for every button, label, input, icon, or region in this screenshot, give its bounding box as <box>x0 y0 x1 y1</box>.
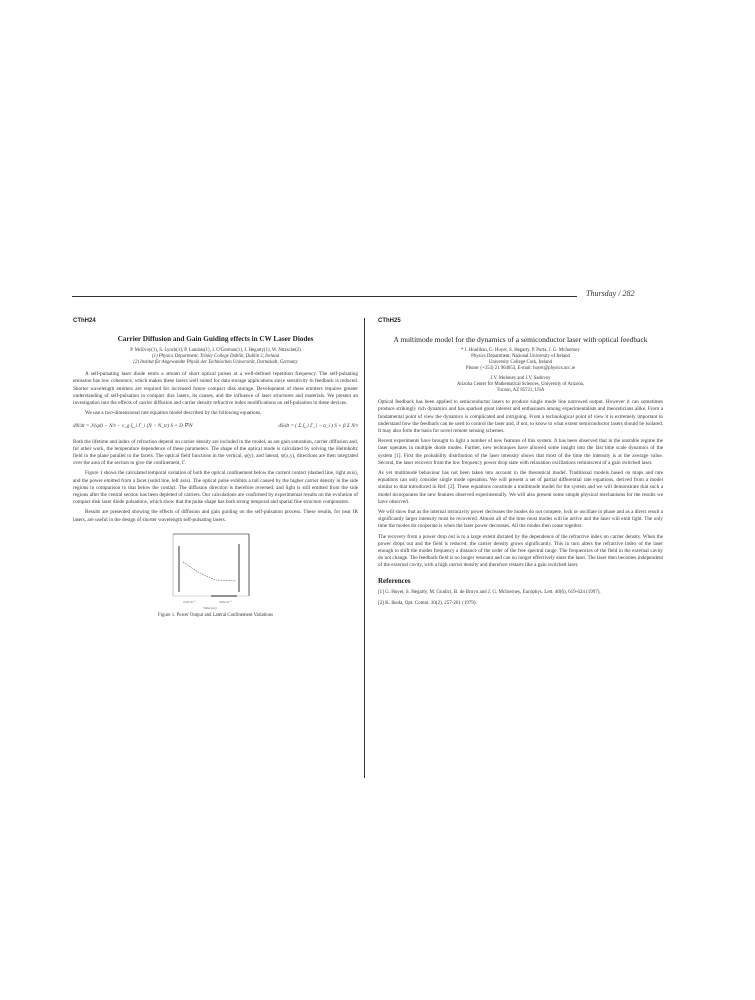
equation-photon: dS/dt = ( Σ ξ_i Γ_i − α_i ) S + β Σ N/τ <box>278 423 358 430</box>
affiliation: (2) Institut für Angewandte Physik der Technischen Universität, Darmstadt, Germany <box>133 360 298 366</box>
paragraph: Optical feedback has been applied to semiconductor lasers to produce single mode line narrowed output. However it can sometimes produce strikingly rich dynamics and has sparked great interest and enthusiasm among experimentalists and theoreticians alike. From a fundamental point of view the dynamics is complicated and intriguing. From a technological point of view it is extremely important to understand how the feedback can be used to control the laser and, if not, to know to what extent semiconductor lasers should be isolated. It may also form the basis for novel remote sensing schemes. <box>378 399 663 435</box>
author-list: * J. Houlihan, G. Huyet, S. Hegarty, P. Porta, J. G. McInerney <box>461 348 580 354</box>
svg-text:4.0x10⁻⁹: 4.0x10⁻⁹ <box>218 599 232 604</box>
header-rule <box>72 296 577 297</box>
paragraph: Both the lifetime and index of refraction depend on carrier density are included in the model, as are gain saturation, carrier diffusion and, for other work, the temperature dependence of these parameters. The shape of the optical mode is calculated by solving the Helmholtz field in the plane parallel to the facets. The optical field functions in the vertical, φ(y), and lateral, ψ(x,y), directions are then integrated over the area of the section to give the confinement, Γ. <box>73 438 358 467</box>
paragraph: Figure 1 shows the calculated temporal variation of both the optical confinement below the current contact (dashed line, right axis), and the power emitted from a facet (solid line, left axis). The optical pulse exhibits a tail caused by the higher carrier density in the side regions in comparison to that below the contact. The diffusion direction is therefore reversed, and light is still emitted from the side regions after the central section has been depleted of carriers. Our calculations are confirmed by experimental results on the evolution of compact disk laser diode pulsations, which show that the pulse shape has both strong temporal and spatial fine structure components. <box>73 470 358 506</box>
affiliation: Physics Department, National University of Ireland <box>471 354 570 360</box>
paper-code: CThH25 <box>378 318 401 324</box>
paper-title: Carrier Diffusion and Gain Guiding effects in CW Laser Diodes <box>117 335 314 344</box>
svg-text:Time (ns): Time (ns) <box>202 605 217 610</box>
affiliation-contact: Phone: (+353) 21 904053, E-mail: huyet@physics.ucc.ie <box>465 366 576 372</box>
paper-code: CThH24 <box>73 318 96 324</box>
left-column <box>73 318 358 619</box>
affiliation: University College Cork, Ireland <box>488 360 553 366</box>
reference-item: [1] G. Huyet, S. Hegarty, M. Giudici, B. de Bruyn and J. G. McInerney, Europhys. Lett. 40(6), 619-624 (1997). <box>378 589 601 595</box>
figure-caption: Figure 1. Power Output and Lateral Confinement Variations <box>157 612 273 618</box>
equation-carrier: dN/dt = J/(qd) − N/τ − v_g ξ_i Γ_i (N − N_tr) S + D ∇²N <box>73 423 193 430</box>
figure-1-plot <box>161 530 271 610</box>
plot-graphic <box>161 530 271 610</box>
affiliation: Arizona Center for Mathematical Sciences, University of Arizona, <box>456 382 585 388</box>
paragraph: Results are presented showing the effects of diffusion and gain guiding on the self-pulsation process. These results, for near IR lasers, are useful in the design of shorter wavelength self-pulsating lasers. <box>73 509 358 523</box>
affiliation: Tucson, AZ 85721, USA <box>496 388 545 394</box>
paper-title: A multimode model for the dynamics of a semiconductor laser with optical feedback <box>393 335 648 345</box>
right-column <box>378 318 663 611</box>
affiliation: (1) Physics Department, Trinity College Dublin, Dublin 2, Ireland <box>151 354 280 360</box>
paragraph: As yet multimode behaviour has not been taken into account in the theoretical model. Traditional models based on maps and rate equations can only consider single mode operation. We will present a set of partial differential rate equations, derived from a model similar to that introduced in Ref. [2]. These equations constitute a multimode model for the system and we will demonstrate that such a model incorporates the new features observed experimentally. We will also present some simple physical mechanisms for the results we have observed. <box>378 470 663 505</box>
column-divider <box>364 318 365 778</box>
running-head: Thursday / 282 <box>586 289 635 298</box>
references-heading: References <box>378 576 411 585</box>
paragraph: A self-pulsating laser diode emits a stream of short optical pulses at a well-defined repetition frequency. The self-pulsating emission has low coherence, which makes these lasers well suited for data storage applications since sensitivity to feedback is reduced. Shorter wavelength emitters are required for increased future compact disk storage. Development of these emitters requires greater understanding of self-pulsation in compact disc lasers, its causes, and the influence of laser structures and materials. We present an investigation into the effects of carrier diffusion and carrier density refractive index modifications on self-pulsation in these devices. <box>73 371 358 407</box>
equations <box>73 423 358 430</box>
paragraph: We use a two-dimensional rate equation model described by the following equations, <box>85 410 262 417</box>
paragraph: Recent experiments have brought to light a number of new features of this system. It has been observed that in the unstable regime the laser operates in multiple diode modes. Further, new techniques have allowed some insight into the fast time scale dynamics of the system [1]. First the probability distribution of the laser intensity shows that most of the time the intensity is at the average value. Second, the laser recovers from the low frequency power drop state with relaxation oscillations reminiscent of a gain switched laser. <box>378 438 663 466</box>
reference-item: [2] K. Ikeda, Opt. Comm. 30(2), 257-261 (1979). <box>378 601 477 607</box>
paragraph: We will show that as the internal intracavity power decreases the modes do not compete, lock or oscillate in phase and as a direct result a significantly larger intensity must be recovered. Almost all of the time most modes will be active and the laser will emit light. The only time the modes do cooperate is when the laser power decreases. All the modes then cease together. <box>378 509 663 530</box>
author-list-2: J.V. Moloney and J.V. Sadovoy <box>490 376 551 382</box>
paragraph: The recovery from a power drop out is to a large extent dictated by the dependence of the refractive index on carrier density. When the power drops out and the field is reduced, the carrier density grows significantly. This in turn alters the refractive index of the laser enough to shift the modes frequency a distance of the order of the free spectral range. The frequencies of the field in the external cavity do not change. The feedback field is no longer resonant and can no longer effectively enter the laser. The laser then becomes independent of the external cavity, with a high carrier density and therefore restarts like a gain switched laser. <box>378 533 663 569</box>
author-list: P. McEvoy(1), S. Lynch(1), P. Landais(1), J. O'Gorman(1), J. Hegarty(1), W. Nitzsche(2) <box>130 348 301 354</box>
svg-text:2.0x10⁻⁹: 2.0x10⁻⁹ <box>182 599 196 604</box>
